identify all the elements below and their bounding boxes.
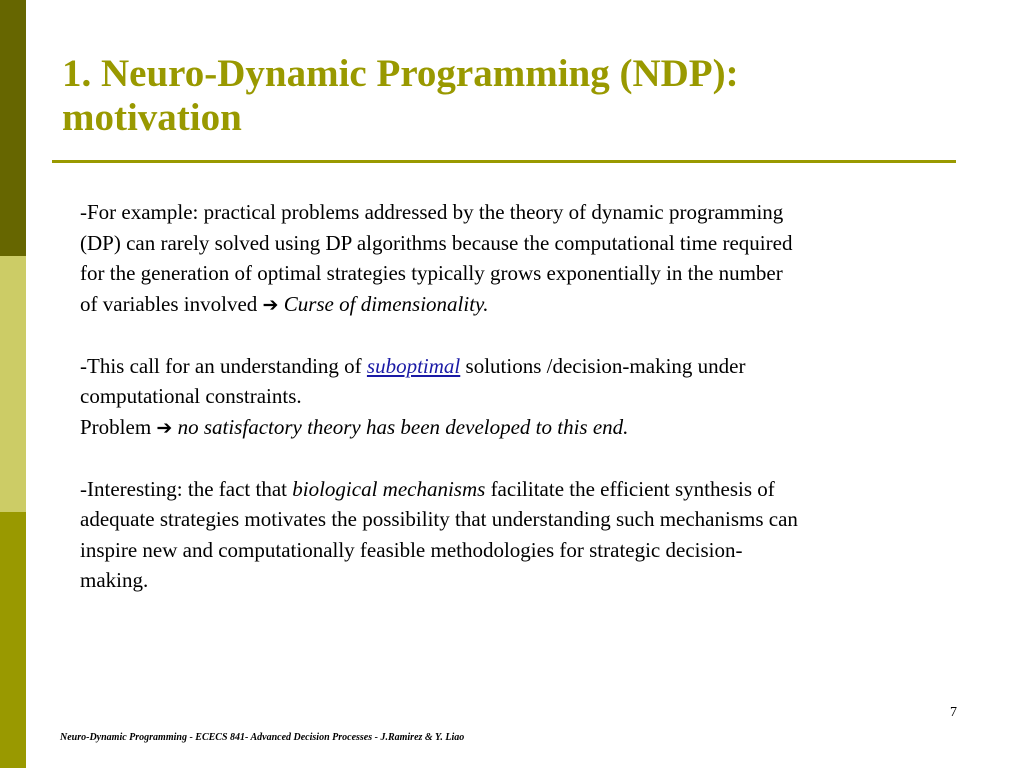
p3-line4: making.	[80, 568, 149, 592]
slide-title	[62, 52, 962, 140]
p2-line1-post: solutions /decision-making under	[465, 353, 746, 378]
slide-footer: Neuro-Dynamic Programming - ECECS 841- Advanced Decision Processes - J.Ramirez & Y. Liao	[60, 732, 465, 743]
slide-body	[80, 197, 960, 596]
p3-line1-post: facilitate the efficient synthesis of	[490, 476, 775, 501]
p1-line2: (DP) can rarely solved using DP algorithms because the computational time required	[80, 230, 793, 255]
p1-line4-text: of variables involved	[80, 291, 258, 316]
p3-line3: inspire new and computationally feasible methodologies for strategic decision-	[80, 537, 743, 562]
p1-line4-emphasis: Curse of dimensionality.	[283, 291, 489, 316]
paragraph-curse-of-dimensionality	[80, 197, 960, 320]
p2-line3-emphasis: no satisfactory theory has been developed to this end.	[177, 414, 629, 439]
slide-title-line1: 1. Neuro-Dynamic Programming (NDP):	[62, 52, 739, 95]
side-bar-middle	[0, 256, 26, 512]
p3-line1-pre: -Interesting: the fact that	[80, 476, 287, 501]
title-divider	[52, 160, 956, 163]
slide-title-line2: motivation	[62, 96, 242, 139]
p2-line3-pre: Problem	[80, 414, 152, 439]
suboptimal-link[interactable]: suboptimal	[366, 353, 461, 378]
p1-line3: for the generation of optimal strategies typically grows exponentially in the number	[80, 261, 783, 285]
p3-line1-emphasis: biological mechanisms	[292, 476, 486, 501]
side-bar-bottom	[0, 512, 26, 768]
page-number: 7	[950, 705, 957, 720]
right-arrow-icon: ➔	[156, 416, 173, 439]
p2-line2: computational constraints.	[80, 384, 302, 408]
p2-line1-pre: -This call for an understanding of	[80, 353, 362, 378]
side-bar-top	[0, 0, 26, 256]
right-arrow-icon: ➔	[262, 293, 279, 316]
p1-line1: -For example: practical problems addressed by the theory of dynamic programming	[80, 200, 784, 224]
paragraph-biological-mechanisms	[80, 474, 960, 596]
p3-line2: adequate strategies motivates the possibility that understanding such mechanisms can	[80, 507, 798, 531]
paragraph-suboptimal	[80, 351, 960, 444]
